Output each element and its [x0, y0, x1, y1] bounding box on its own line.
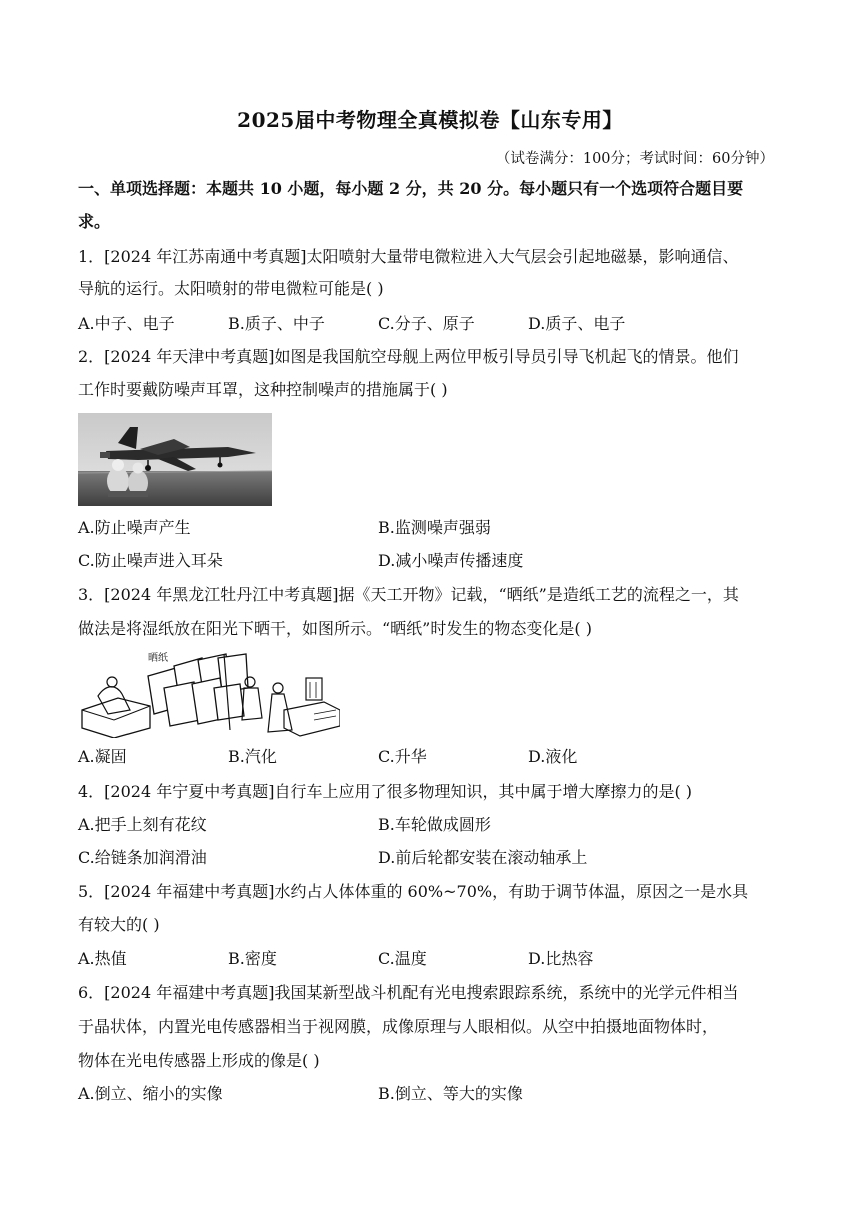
question-2-option-a[interactable]: A.防止噪声产生 — [78, 518, 191, 537]
question-4-line1: 4．[2024 年宁夏中考真题]自行车上应用了很多物理知识，其中属于增大摩擦力的是( ) — [78, 782, 693, 801]
question-2-option-d[interactable]: D.减小噪声传播速度 — [378, 551, 524, 570]
question-4-option-a[interactable]: A.把手上刻有花纹 — [78, 815, 207, 834]
exam-subtitle: （试卷满分：100分；考试时间：60分钟） — [495, 151, 774, 167]
question-6-option-b[interactable]: B.倒立、等大的实像 — [378, 1084, 523, 1103]
carrier-jet-photo — [78, 413, 272, 506]
question-6-line2: 于晶状体，内置光电传感器相当于视网膜，成像原理与人眼相似。从空中拍摄地面物体时， — [78, 1017, 719, 1036]
question-4-option-b[interactable]: B.车轮做成圆形 — [378, 815, 491, 834]
question-6-option-a[interactable]: A.倒立、缩小的实像 — [78, 1084, 223, 1103]
question-2-option-b[interactable]: B.监测噪声强弱 — [378, 518, 491, 537]
paper-drying-illustration — [78, 648, 340, 738]
question-2-line1: 2．[2024 年天津中考真题]如图是我国航空母舰上两位甲板引导员引导飞机起飞的情景。他们 — [78, 347, 739, 366]
question-5-option-b[interactable]: B.密度 — [228, 949, 277, 968]
figure-label: 晒纸 — [148, 653, 168, 664]
question-5-line2: 有较大的( ) — [78, 915, 160, 934]
section-heading-line2: 求。 — [78, 212, 111, 231]
question-1-line2: 导航的运行。太阳喷射的带电微粒可能是( ) — [78, 279, 384, 298]
question-3-line1: 3．[2024 年黑龙江牡丹江中考真题]据《天工开物》记载，“晒纸”是造纸工艺的流程之一，其 — [78, 585, 739, 604]
question-3-option-c[interactable]: C.升华 — [378, 747, 427, 766]
question-6-line3: 物体在光电传感器上形成的像是( ) — [78, 1051, 320, 1070]
question-1-option-c[interactable]: C.分子、原子 — [378, 314, 475, 333]
question-3-line2: 做法是将湿纸放在阳光下晒干，如图所示。“晒纸”时发生的物态变化是( ) — [78, 619, 592, 638]
question-1-option-a[interactable]: A.中子、电子 — [78, 314, 175, 333]
question-1-option-d[interactable]: D.质子、电子 — [528, 314, 626, 333]
question-5-option-d[interactable]: D.比热容 — [528, 949, 594, 968]
question-1-line1: 1．[2024 年江苏南通中考真题]太阳喷射大量带电微粒进入大气层会引起地磁暴，影响通信、 — [78, 247, 739, 266]
question-6-line1: 6．[2024 年福建中考真题]我国某新型战斗机配有光电搜索跟踪系统，系统中的光学元件相当 — [78, 983, 739, 1002]
question-3-option-b[interactable]: B.汽化 — [228, 747, 277, 766]
section-heading-line1: 一、单项选择题：本题共 10 小题，每小题 2 分，共 20 分。每小题只有一个选项符合题目要 — [78, 179, 744, 198]
question-2-line2: 工作时要戴防噪声耳罩，这种控制噪声的措施属于( ) — [78, 380, 448, 399]
question-2-option-c[interactable]: C.防止噪声进入耳朵 — [78, 551, 223, 570]
question-4-option-d[interactable]: D.前后轮都安装在滚动轴承上 — [378, 848, 588, 867]
question-5-option-c[interactable]: C.温度 — [378, 949, 427, 968]
question-3-option-d[interactable]: D.液化 — [528, 747, 578, 766]
question-5-line1: 5．[2024 年福建中考真题]水约占人体体重的 60%~70%，有助于调节体温，原因之一是水具 — [78, 882, 749, 901]
question-4-option-c[interactable]: C.给链条加润滑油 — [78, 848, 207, 867]
question-3-option-a[interactable]: A.凝固 — [78, 747, 127, 766]
question-5-option-a[interactable]: A.热值 — [78, 949, 127, 968]
question-1-option-b[interactable]: B.质子、中子 — [228, 314, 325, 333]
exam-title: 2025届中考物理全真模拟卷【山东专用】 — [237, 108, 623, 132]
